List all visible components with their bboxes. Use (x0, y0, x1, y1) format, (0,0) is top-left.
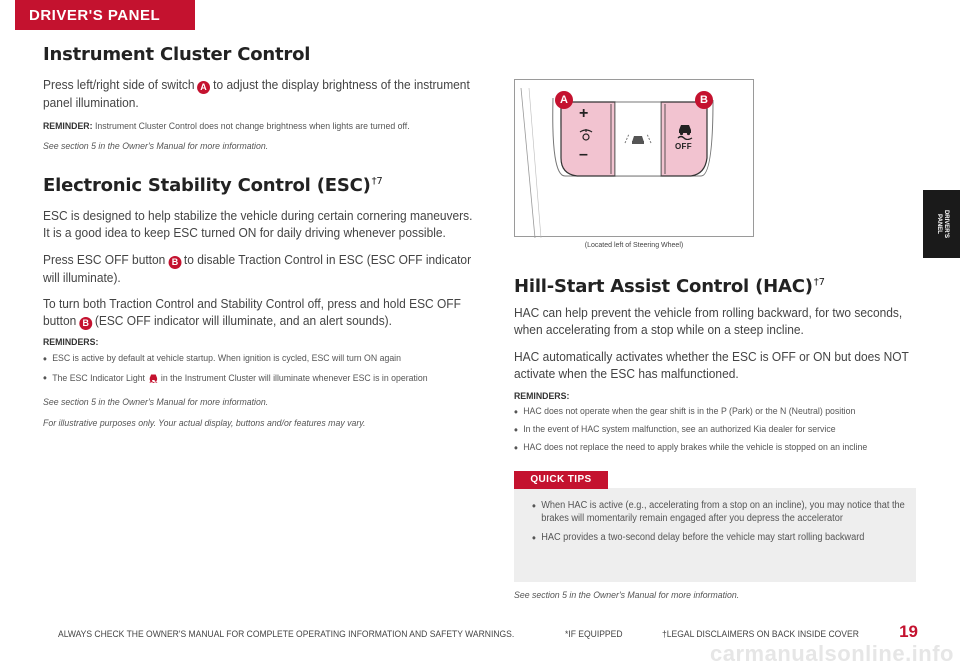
esc-see-manual: See section 5 in the Owner's Manual for more information. (43, 397, 269, 408)
esc-p2-post: to disable Traction Control in ESC (ESC OFF indicator will illuminate). (43, 252, 472, 285)
hac-see-manual: See section 5 in the Owner's Manual for more information. (514, 590, 740, 601)
side-tab-label: DRIVER'S PANEL (935, 209, 949, 239)
list-item: • When HAC is active (e.g., accelerating from a stop on an incline), you may notice that the brakes will momentarily remain engaged after you depress the accelerator (532, 500, 909, 525)
switch-figure (514, 79, 754, 237)
illustrative-disclaimer: For illustrative purposes only. Your actual display, buttons and/or features may vary. (43, 418, 366, 429)
hac-heading-sup: †7 (813, 277, 825, 288)
list-item: • HAC does not operate when the gear shift is in the P (Park) or the N (Neutral) position (514, 406, 919, 418)
footer-if-equipped: *IF EQUIPPED (565, 629, 623, 640)
callout-b: B (695, 91, 713, 109)
esc-reminders-list (43, 353, 485, 391)
reminder-2-pre: The ESC Indicator Light (52, 373, 148, 384)
esc-heading-sup: †7 (371, 176, 383, 187)
page-number: 19 (899, 622, 918, 641)
instrument-see-manual: See section 5 in the Owner's Manual for more information. (43, 141, 269, 152)
hac-heading-text: Hill-Start Assist Control (HAC) (514, 276, 813, 297)
instrument-cluster-body (43, 76, 475, 111)
quick-tips-label: QUICK TIPS (514, 471, 608, 489)
off-label: OFF (675, 142, 692, 151)
reminder-text: Instrument Cluster Control does not change brightness when lights are turned off. (92, 121, 410, 132)
hac-reminders-label: REMINDERS: (514, 391, 570, 402)
list-item: • In the event of HAC system malfunction, see an authorized Kia dealer for service (514, 424, 919, 436)
list-item (43, 372, 485, 385)
instrument-body-post: to adjust the display brightness of the instrument panel illumination. (43, 77, 470, 110)
esc-off-car-icon (675, 122, 695, 140)
list-item: • HAC provides a two-second delay before the vehicle may start rolling backward (532, 532, 909, 545)
callout-a: A (555, 91, 573, 109)
esc-off-indicator-icon (147, 372, 158, 383)
list-item: • HAC does not replace the need to apply brakes while the vehicle is stopped on an incline (514, 442, 919, 454)
brightness-icon (577, 127, 595, 143)
footer-warning: ALWAYS CHECK THE OWNER'S MANUAL FOR COMPLETE OPERATING INFORMATION AND SAFETY WARNINGS. (58, 629, 515, 640)
esc-paragraph-3 (43, 295, 475, 330)
quick-tips-list (532, 500, 909, 551)
hac-paragraph-2: HAC automatically activates whether the ESC is OFF or ON but does NOT activate when the ESC has malfunctioned. (514, 349, 909, 381)
badge-b: B (168, 256, 181, 269)
section-tab: DRIVER'S PANEL (15, 0, 195, 30)
hac-paragraph-1: HAC can help prevent the vehicle from rolling backward, for two seconds, when accelerating from a stop while on a steep incline. (514, 305, 903, 337)
reminder-label: REMINDER: (43, 121, 93, 132)
badge-a: A (197, 81, 210, 94)
side-tab (923, 190, 960, 258)
car-sensor-icon (621, 130, 655, 146)
list-item: • ESC is active by default at vehicle startup. When ignition is cycled, ESC will turn ON again (43, 353, 485, 365)
minus-sign: – (579, 146, 588, 163)
plus-sign: + (579, 105, 589, 122)
hac-reminders-list (514, 406, 919, 460)
instrument-reminder (43, 121, 475, 133)
watermark: carmanualsonline.info (710, 641, 954, 666)
esc-p3-post: (ESC OFF indicator will illuminate, and an alert sounds). (91, 313, 392, 328)
esc-heading-text: Electronic Stability Control (ESC) (43, 175, 371, 196)
esc-paragraph-1: ESC is designed to help stabilize the vehicle during certain cornering maneuvers. It is a good idea to keep ESC turned ON for daily driving whenever possible. (43, 208, 473, 240)
badge-b: B (79, 317, 92, 330)
instrument-body-pre: Press left/right side of switch (43, 77, 198, 92)
reminder-2-post: in the Instrument Cluster will illuminate whenever ESC is in operation (158, 373, 428, 384)
esc-p3-pre: To turn both Traction Control and Stability Control off, press and hold ESC OFF button (43, 296, 461, 328)
esc-reminders-label: REMINDERS: (43, 337, 99, 348)
instrument-cluster-heading: Instrument Cluster Control (43, 44, 311, 65)
footer-legal: †LEGAL DISCLAIMERS ON BACK INSIDE COVER (662, 629, 859, 640)
esc-heading (43, 175, 383, 196)
figure-caption: (Located left of Steering Wheel) (584, 242, 684, 249)
esc-paragraph-2 (43, 251, 475, 286)
quick-tips-box (514, 488, 916, 582)
esc-p2-pre: Press ESC OFF button (43, 252, 169, 267)
hac-heading (514, 276, 825, 297)
